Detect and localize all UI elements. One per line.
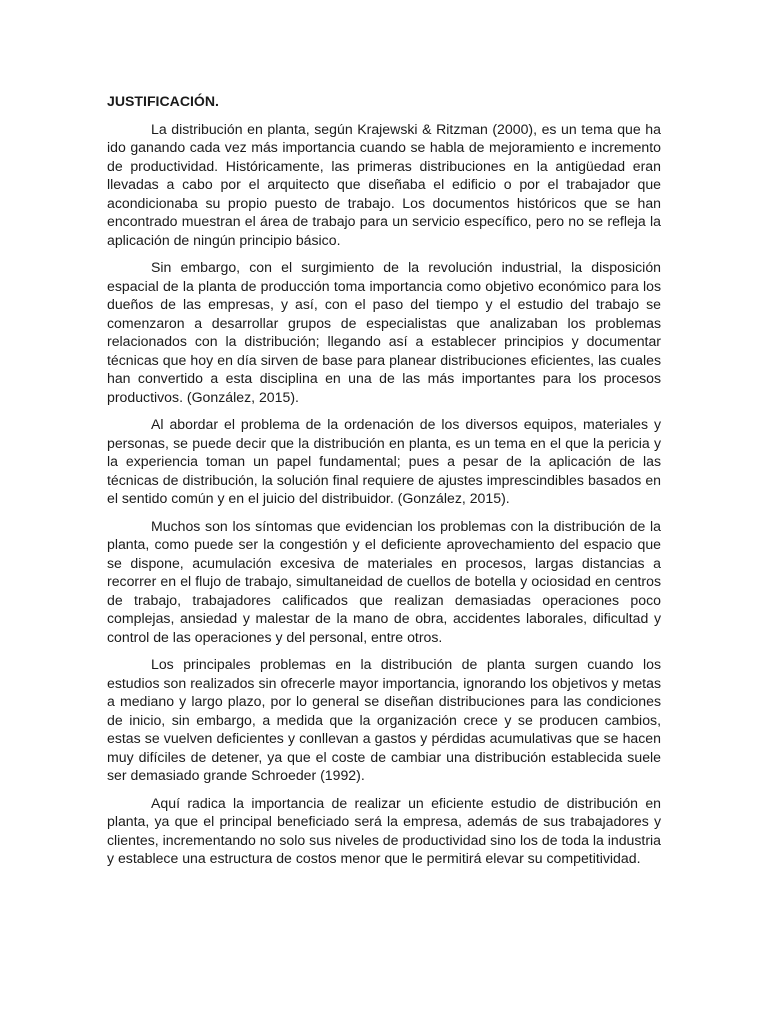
paragraph-1: La distribución en planta, según Krajewski & Ritzman (2000), es un tema que ha ido ganando cada vez más importancia cuando se habla de mejoramiento e incremento de productividad. Históricamente, las primeras distribuciones en la antigüedad eran llevadas a cabo por el arquitecto que diseñaba el edificio o por el trabajador que acondicionaba su propio puesto de trabajo. Los documentos históricos que se han encontrado muestran el área de trabajo para un servicio específico, pero no se refleja la aplicación de ningún principio básico. xyxy=(107,120,661,248)
paragraph-5: Los principales problemas en la distribución de planta surgen cuando los estudios son realizados sin ofrecerle mayor importancia, ignorando los objetivos y metas a mediano y largo plazo, por lo general se diseñan distribuciones para las condiciones de inicio, sin embargo, a medida que la organización crece y se producen cambios, estas se vuelven deficientes y conllevan a gastos y pérdidas acumulativas que se hacen muy difíciles de detener, ya que el coste de cambiar una distribución establecida suele ser demasiado grande Schroeder (1992). xyxy=(107,656,661,783)
paragraph-4: Muchos son los síntomas que evidencian los problemas con la distribución de la planta, como puede ser la congestión y el deficiente aprovechamiento del espacio que se dispone, acumulación excesiva de materiales en procesos, largas distancias a recorrer en el flujo de trabajo, simultaneidad de cuellos de botella y ociosidad en centros de trabajo, trabajadores calificados que realizan demasiadas operaciones poco complejas, ansiedad y malestar de la mano de obra, accidentes laborales, dificultad y control de las operaciones y del personal, entre otros. xyxy=(107,517,661,645)
paragraph-6: Aquí radica la importancia de realizar un eficiente estudio de distribución en planta, ya que el principal beneficiado será la empresa, además de sus trabajadores y clientes, incrementando no solo sus niveles de productividad sino los de toda la industria y establece una estructura de costos menor que le permitirá elevar su competitividad. xyxy=(107,794,661,866)
paragraph-2: Sin embargo, con el surgimiento de la revolución industrial, la disposición espacial de la planta de producción toma importancia como objetivo económico para los dueños de las empresas, y así, con el paso del tiempo y el estudio del trabajo se comenzaron a desarrollar grupos de especialistas que analizaban los problemas relacionados con la distribución; llegando así a establecer principios y documentar técnicas que hoy en día sirven de base para planear distribuciones eficientes, las cuales han convertido a esta disciplina en una de las más importantes para los procesos productivos. (González, 2015). xyxy=(107,259,661,405)
document-page xyxy=(107,92,661,877)
paragraph-3: Al abordar el problema de la ordenación de los diversos equipos, materiales y personas, se puede decir que la distribución en planta, es un tema en el que la pericia y la experiencia toman un papel fundamental; pues a pesar de la aplicación de las técnicas de distribución, la solución final requiere de ajustes imprescindibles basados en el sentido común y en el juicio del distribuidor. (González, 2015). xyxy=(107,416,661,506)
section-heading: JUSTIFICACIÓN. xyxy=(107,93,219,109)
